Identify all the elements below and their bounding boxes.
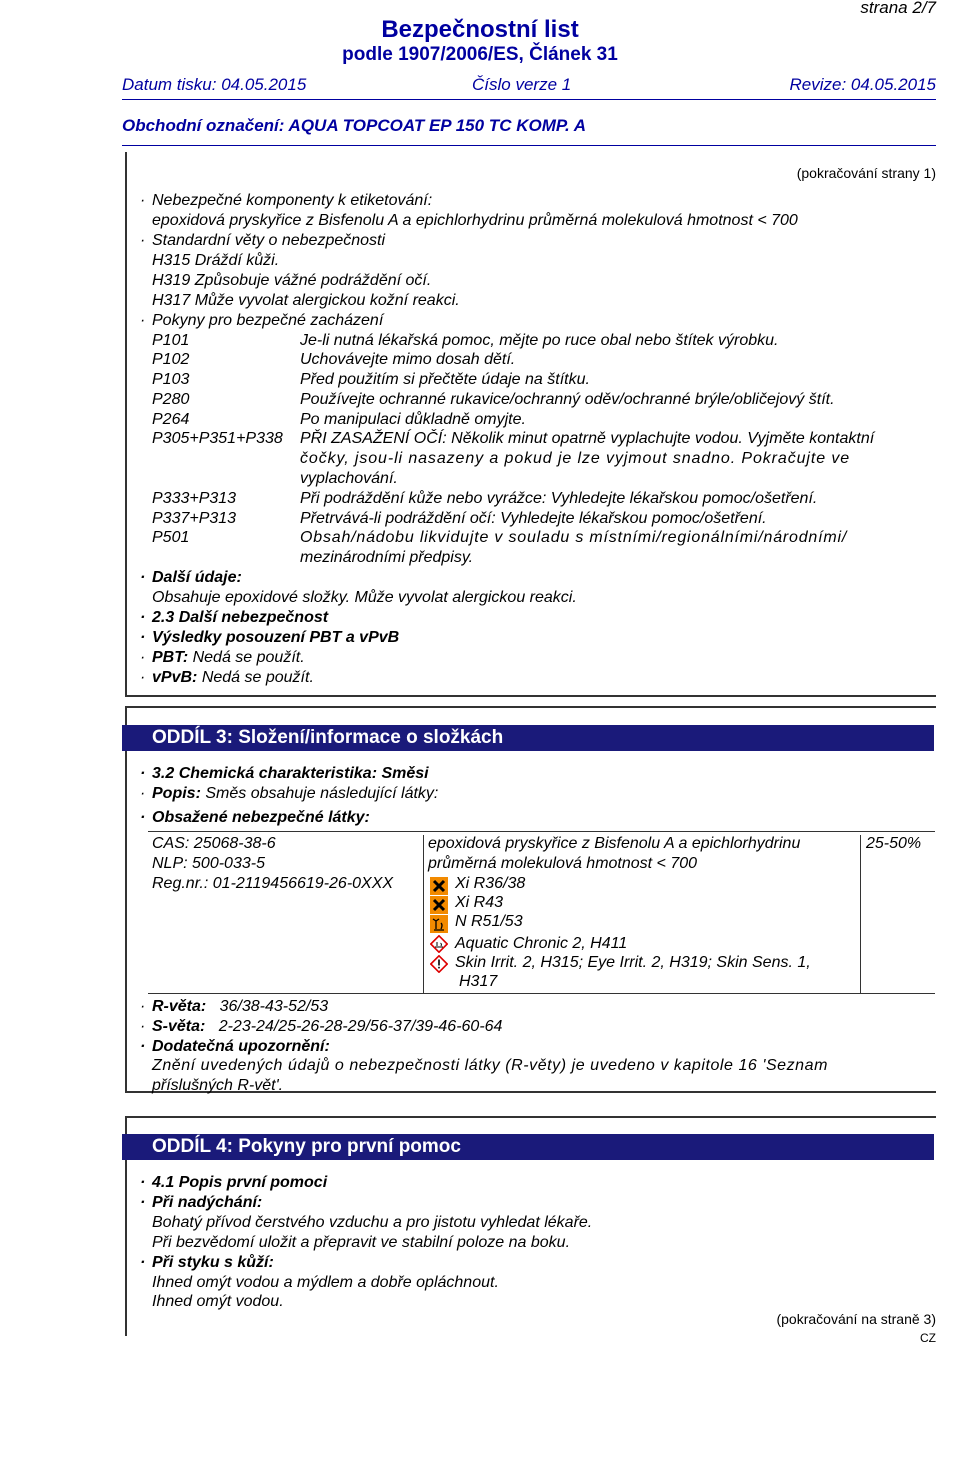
- section-3-title: ODDÍL 3: Složení/informace o složkách: [152, 727, 504, 748]
- h-statement: H315 Dráždí kůži.: [152, 252, 280, 269]
- p-text: Používejte ochranné rukavice/ochranný oděv/ochranné brýle/obličejový štít.: [300, 391, 835, 408]
- classification: H317: [459, 973, 498, 990]
- chemical-characteristic: · 3.2 Chemická charakteristika: Směsi: [140, 765, 429, 783]
- concentration: 25-50%: [866, 835, 922, 852]
- p-text: čočky, jsou-li nasazeny a pokud je lze vyjmout snadno. Pokračujte ve: [300, 450, 851, 467]
- skin-contact-label: · Při styku s kůží:: [140, 1254, 274, 1272]
- p-code: P101: [152, 332, 190, 349]
- print-date: Datum tisku: 04.05.2015: [122, 75, 307, 94]
- document-subtitle: podle 1907/2006/ES, Článek 31: [342, 44, 618, 65]
- trade-divider: [122, 145, 936, 146]
- vpvb-row: · vPvB: Nedá se použít.: [140, 669, 314, 687]
- p-text: vyplachování.: [300, 470, 398, 487]
- language-code: CZ: [920, 1331, 936, 1345]
- p-text: Před použitím si přečtěte údaje na štítku.: [300, 371, 590, 388]
- continuation-next-note: (pokračování na straně 3): [776, 1311, 936, 1327]
- other-info-text: Obsahuje epoxidové složky. Může vyvolat alergickou reakci.: [152, 589, 577, 606]
- classification: N R51/53: [455, 913, 523, 930]
- version-number: Číslo verze 1: [472, 75, 572, 94]
- p-code: P264: [152, 411, 190, 428]
- p-code: P280: [152, 391, 190, 408]
- classification: Aquatic Chronic 2, H411: [455, 935, 628, 952]
- environment-hazard-icon: [430, 915, 448, 933]
- p-text: mezinárodními předpisy.: [300, 549, 474, 566]
- harmful-x-icon: [430, 877, 448, 895]
- section-box-bottom: [125, 695, 936, 697]
- h-statement: H319 Způsobuje vážné podráždění očí.: [152, 272, 432, 289]
- p-text: Uchovávejte mimo dosah dětí.: [300, 351, 516, 368]
- p-text: Při podráždění kůže nebo vyrážce: Vyhledejte lékařskou pomoc/ošetření.: [300, 490, 818, 507]
- section-box-top: [125, 706, 936, 708]
- other-info-label: · Další údaje:: [140, 569, 242, 587]
- registration-number: Reg.nr.: 01-2119456619-26-0XXX: [152, 875, 394, 892]
- table-bottom-line: [148, 993, 935, 994]
- other-hazards-label: · 2.3 Další nebezpečnost: [140, 609, 328, 627]
- p-text: PŘI ZASAŽENÍ OČÍ: Několik minut opatrně vyplachujte vodou. Vyjměte kontaktní: [300, 430, 875, 447]
- p-code: P501: [152, 529, 190, 546]
- p-text: Přetrvává-li podráždění očí: Vyhledejte lékařskou pomoc/ošetření.: [300, 510, 767, 527]
- skin-contact-text: Ihned omýt vodou a mýdlem a dobře opláchnout.: [152, 1274, 499, 1291]
- nlp-number: NLP: 500-033-5: [152, 855, 265, 872]
- h-statements-label: · Standardní věty o nebezpečnosti: [140, 232, 385, 250]
- p-code: P305+P351+P338: [152, 430, 283, 447]
- page-number: strana 2/7: [860, 0, 936, 17]
- p-code: P333+P313: [152, 490, 237, 507]
- document-title: Bezpečnostní list: [381, 16, 579, 43]
- description-row: · Popis: Směs obsahuje následující látky:: [140, 785, 438, 803]
- substance-name-2: průměrná molekulová hmotnost < 700: [428, 855, 698, 872]
- first-aid-description: · 4.1 Popis první pomoci: [140, 1174, 327, 1192]
- column-divider: [860, 835, 861, 993]
- pbt-row: · PBT: Nedá se použít.: [140, 649, 305, 667]
- table-top-line: [148, 831, 935, 832]
- revision-date: Revize: 04.05.2015: [789, 75, 936, 94]
- classification: Xi R36/38: [455, 875, 526, 892]
- classification: Xi R43: [455, 894, 504, 911]
- p-code: P103: [152, 371, 190, 388]
- additional-notes-label: · Dodatečná upozornění:: [140, 1038, 330, 1056]
- additional-notes-text-2: příslušných R-vět'.: [152, 1077, 284, 1094]
- classification: Skin Irrit. 2, H315; Eye Irrit. 2, H319; Skin Sens. 1,: [455, 954, 811, 971]
- p-statements-label: · Pokyny pro bezpečné zacházení: [140, 312, 383, 330]
- section-4-title: ODDÍL 4: Pokyny pro první pomoc: [152, 1136, 461, 1157]
- section-box-top: [125, 1116, 936, 1118]
- section-box-border: [125, 706, 127, 1092]
- inhalation-text: Bohatý přívod čerstvého vzduchu a pro jistotu vyhledat lékaře.: [152, 1214, 593, 1231]
- continuation-note: (pokračování strany 1): [796, 165, 936, 181]
- s-phrases-row: · S-věta: 2-23-24/25-26-28-29/56-37/39-46-60-64: [140, 1018, 502, 1036]
- trade-name: Obchodní označení: AQUA TOPCOAT EP 150 TC KOMP. A: [122, 116, 587, 135]
- p-text: Po manipulaci důkladně omyjte.: [300, 411, 526, 428]
- inhalation-label: · Při nadýchání:: [140, 1194, 262, 1212]
- hazard-components-text: epoxidová pryskyřice z Bisfenolu A a epichlorhydrinu průměrná molekulová hmotnost < 700: [152, 212, 798, 229]
- pbt-assessment-label: · Výsledky posouzení PBT a vPvB: [140, 629, 399, 647]
- hazardous-substances-label: · Obsažené nebezpečné látky:: [140, 809, 370, 827]
- p-text: Je-li nutná lékařská pomoc, mějte po ruce obal nebo štítek výrobku.: [300, 332, 779, 349]
- header-divider: [122, 99, 936, 100]
- inhalation-text-2: Při bezvědomí uložit a přepravit ve stabilní poloze na boku.: [152, 1234, 571, 1251]
- column-divider: [423, 835, 424, 993]
- r-phrases-row: · R-věta: 36/38-43-52/53: [140, 998, 328, 1016]
- environment-ghs-icon: [430, 935, 448, 953]
- harmful-x-icon: [430, 896, 448, 914]
- additional-notes-text: Znění uvedených údajů o nebezpečnosti látky (R-věty) je uvedeno v kapitole 16 'Seznam: [152, 1057, 828, 1074]
- substance-name: epoxidová pryskyřice z Bisfenolu A a epichlorhydrinu: [428, 835, 801, 852]
- p-text: Obsah/nádobu likvidujte v souladu s místními/regionálními/národními/: [300, 529, 848, 546]
- p-code: P337+P313: [152, 510, 237, 527]
- hazard-components-label: · Nebezpečné komponenty k etiketování:: [140, 192, 432, 210]
- exclamation-ghs-icon: [430, 955, 448, 973]
- skin-contact-text-2: Ihned omýt vodou.: [152, 1293, 284, 1310]
- section-box-border: [125, 152, 127, 696]
- h-statement: H317 Může vyvolat alergickou kožní reakci.: [152, 292, 460, 309]
- p-code: P102: [152, 351, 190, 368]
- cas-number: CAS: 25068-38-6: [152, 835, 276, 852]
